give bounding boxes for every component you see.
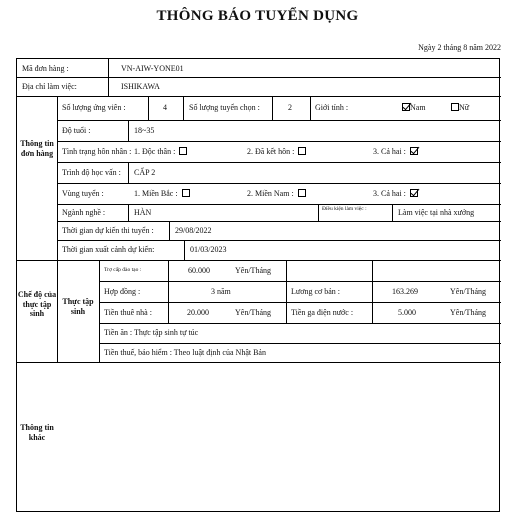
row-divider (57, 120, 501, 121)
column-divider (183, 96, 184, 120)
checked-checkbox-icon[interactable] (410, 147, 418, 155)
column-divider (108, 59, 109, 96)
column-divider (128, 120, 129, 141)
section-divider (17, 260, 501, 261)
row-divider (99, 302, 501, 303)
gender-female-text: Nữ (459, 103, 470, 112)
gender-label: Giới tính : (315, 103, 349, 112)
applicants-label: Số lượng ứng viên : (62, 103, 126, 112)
job-label: Ngành nghề : (62, 208, 106, 217)
section-other: Thông tin khác (20, 423, 54, 442)
utility-value: 5.000 (398, 308, 416, 317)
column-divider (310, 96, 311, 120)
row-divider (17, 77, 501, 78)
recruitment-form (16, 58, 500, 512)
checkbox-icon[interactable] (451, 103, 459, 111)
marital-married-option[interactable] (247, 147, 306, 157)
contract-value: 3 năm (211, 287, 231, 296)
row-divider (57, 204, 501, 205)
checked-checkbox-icon[interactable] (402, 103, 410, 111)
meals-note: Tiền ăn : Thực tập sinh tự túc (104, 328, 199, 337)
departure-date-label: Thời gian xuất cảnh dự kiến: (62, 245, 155, 254)
utility-unit: Yên/Tháng (450, 308, 486, 317)
rent-unit: Yên/Tháng (235, 308, 271, 317)
marital-both-text: 3. Cả hai : (373, 147, 406, 156)
section-divider (17, 362, 501, 363)
region-north-option[interactable] (134, 189, 190, 199)
rent-label: Tiền thuê nhà : (104, 308, 152, 317)
work-condition-value: Làm việc tại nhà xưởng (398, 208, 475, 217)
row-divider (57, 141, 501, 142)
tax-note: Tiền thuế, bảo hiểm : Theo luật định của Nhật Bản (104, 348, 266, 357)
checkbox-icon[interactable] (298, 189, 306, 197)
exam-date-label: Thời gian dự kiến thi tuyển : (62, 226, 154, 235)
row-divider (99, 281, 501, 282)
checkbox-icon[interactable] (298, 147, 306, 155)
section-trainee: Thực tập sinh (62, 297, 94, 316)
rent-value: 20.000 (187, 308, 209, 317)
region-south-option[interactable] (247, 189, 306, 199)
region-both-option[interactable] (373, 189, 418, 199)
region-north-text: 1. Miền Bắc : (134, 189, 178, 198)
checked-checkbox-icon[interactable] (410, 189, 418, 197)
gender-female-option[interactable] (447, 103, 469, 113)
row-divider (17, 96, 501, 97)
marital-both-option[interactable] (373, 147, 418, 157)
row-divider (57, 162, 501, 163)
training-allowance-label: Trợ cấp đào tạo : (104, 267, 142, 273)
region-both-text: 3. Cả hai : (373, 189, 406, 198)
selected-label: Số lượng tuyển chọn : (189, 103, 260, 112)
row-divider (99, 323, 501, 324)
document-date: Ngày 2 tháng 8 năm 2022 (418, 43, 501, 52)
salary-value: 163.269 (392, 287, 418, 296)
education-value: CẤP 2 (134, 168, 156, 177)
column-divider (168, 260, 169, 323)
column-divider (148, 96, 149, 120)
column-divider (272, 96, 273, 120)
row-divider (57, 221, 501, 222)
workplace-label: Địa chỉ làm việc: (22, 82, 77, 91)
section-benefits: Chế độ của thực tập sinh (17, 290, 57, 318)
region-label: Vùng tuyển : (62, 189, 104, 198)
row-divider (99, 343, 501, 344)
marital-married-text: 2. Đã kết hôn : (247, 147, 295, 156)
job-value: HÀN (134, 208, 152, 217)
column-divider (99, 260, 100, 362)
marital-single-text: 1. Độc thân : (134, 147, 176, 156)
gender-male-text: Nam (410, 103, 426, 112)
order-code-label: Mã đơn hàng : (22, 64, 69, 73)
column-divider (128, 162, 129, 183)
row-divider (57, 240, 501, 241)
salary-unit: Yên/Tháng (450, 287, 486, 296)
section-order-info: Thông tin đơn hàng (20, 139, 54, 158)
exam-date-value: 29/08/2022 (175, 226, 212, 235)
training-allowance-unit: Yên/Tháng (235, 266, 271, 275)
contract-label: Hợp đồng : (104, 287, 141, 296)
checkbox-icon[interactable] (179, 147, 187, 155)
column-divider (286, 260, 287, 323)
training-allowance-value: 60.000 (188, 266, 210, 275)
education-label: Trình độ học vấn : (62, 168, 121, 177)
marital-label: Tình trạng hôn nhân : (62, 147, 132, 156)
column-divider (392, 204, 393, 221)
utility-label: Tiền ga điện nước : (291, 308, 354, 317)
column-divider (169, 221, 170, 240)
age-label: Độ tuổi : (62, 126, 91, 135)
selected-value: 2 (288, 103, 292, 112)
gender-male-option[interactable] (398, 103, 426, 113)
salary-label: Lương cơ bản : (291, 287, 341, 296)
column-divider (57, 96, 58, 260)
checkbox-icon[interactable] (182, 189, 190, 197)
age-value: 18~35 (134, 126, 155, 135)
work-condition-label: Điều kiện làm việc : (322, 206, 367, 212)
column-divider (128, 204, 129, 221)
departure-date-value: 01/03/2023 (190, 245, 227, 254)
marital-single-option[interactable] (134, 147, 187, 157)
applicants-value: 4 (163, 103, 167, 112)
column-divider (318, 204, 319, 221)
region-south-text: 2. Miền Nam : (247, 189, 294, 198)
workplace-value: ISHIKAWA (121, 82, 160, 91)
row-divider (57, 183, 501, 184)
page-title: THÔNG BÁO TUYỂN DỤNG (156, 8, 359, 24)
column-divider (372, 260, 373, 323)
column-divider (184, 240, 185, 260)
order-code-value: VN-AIW-YONE01 (121, 64, 184, 73)
